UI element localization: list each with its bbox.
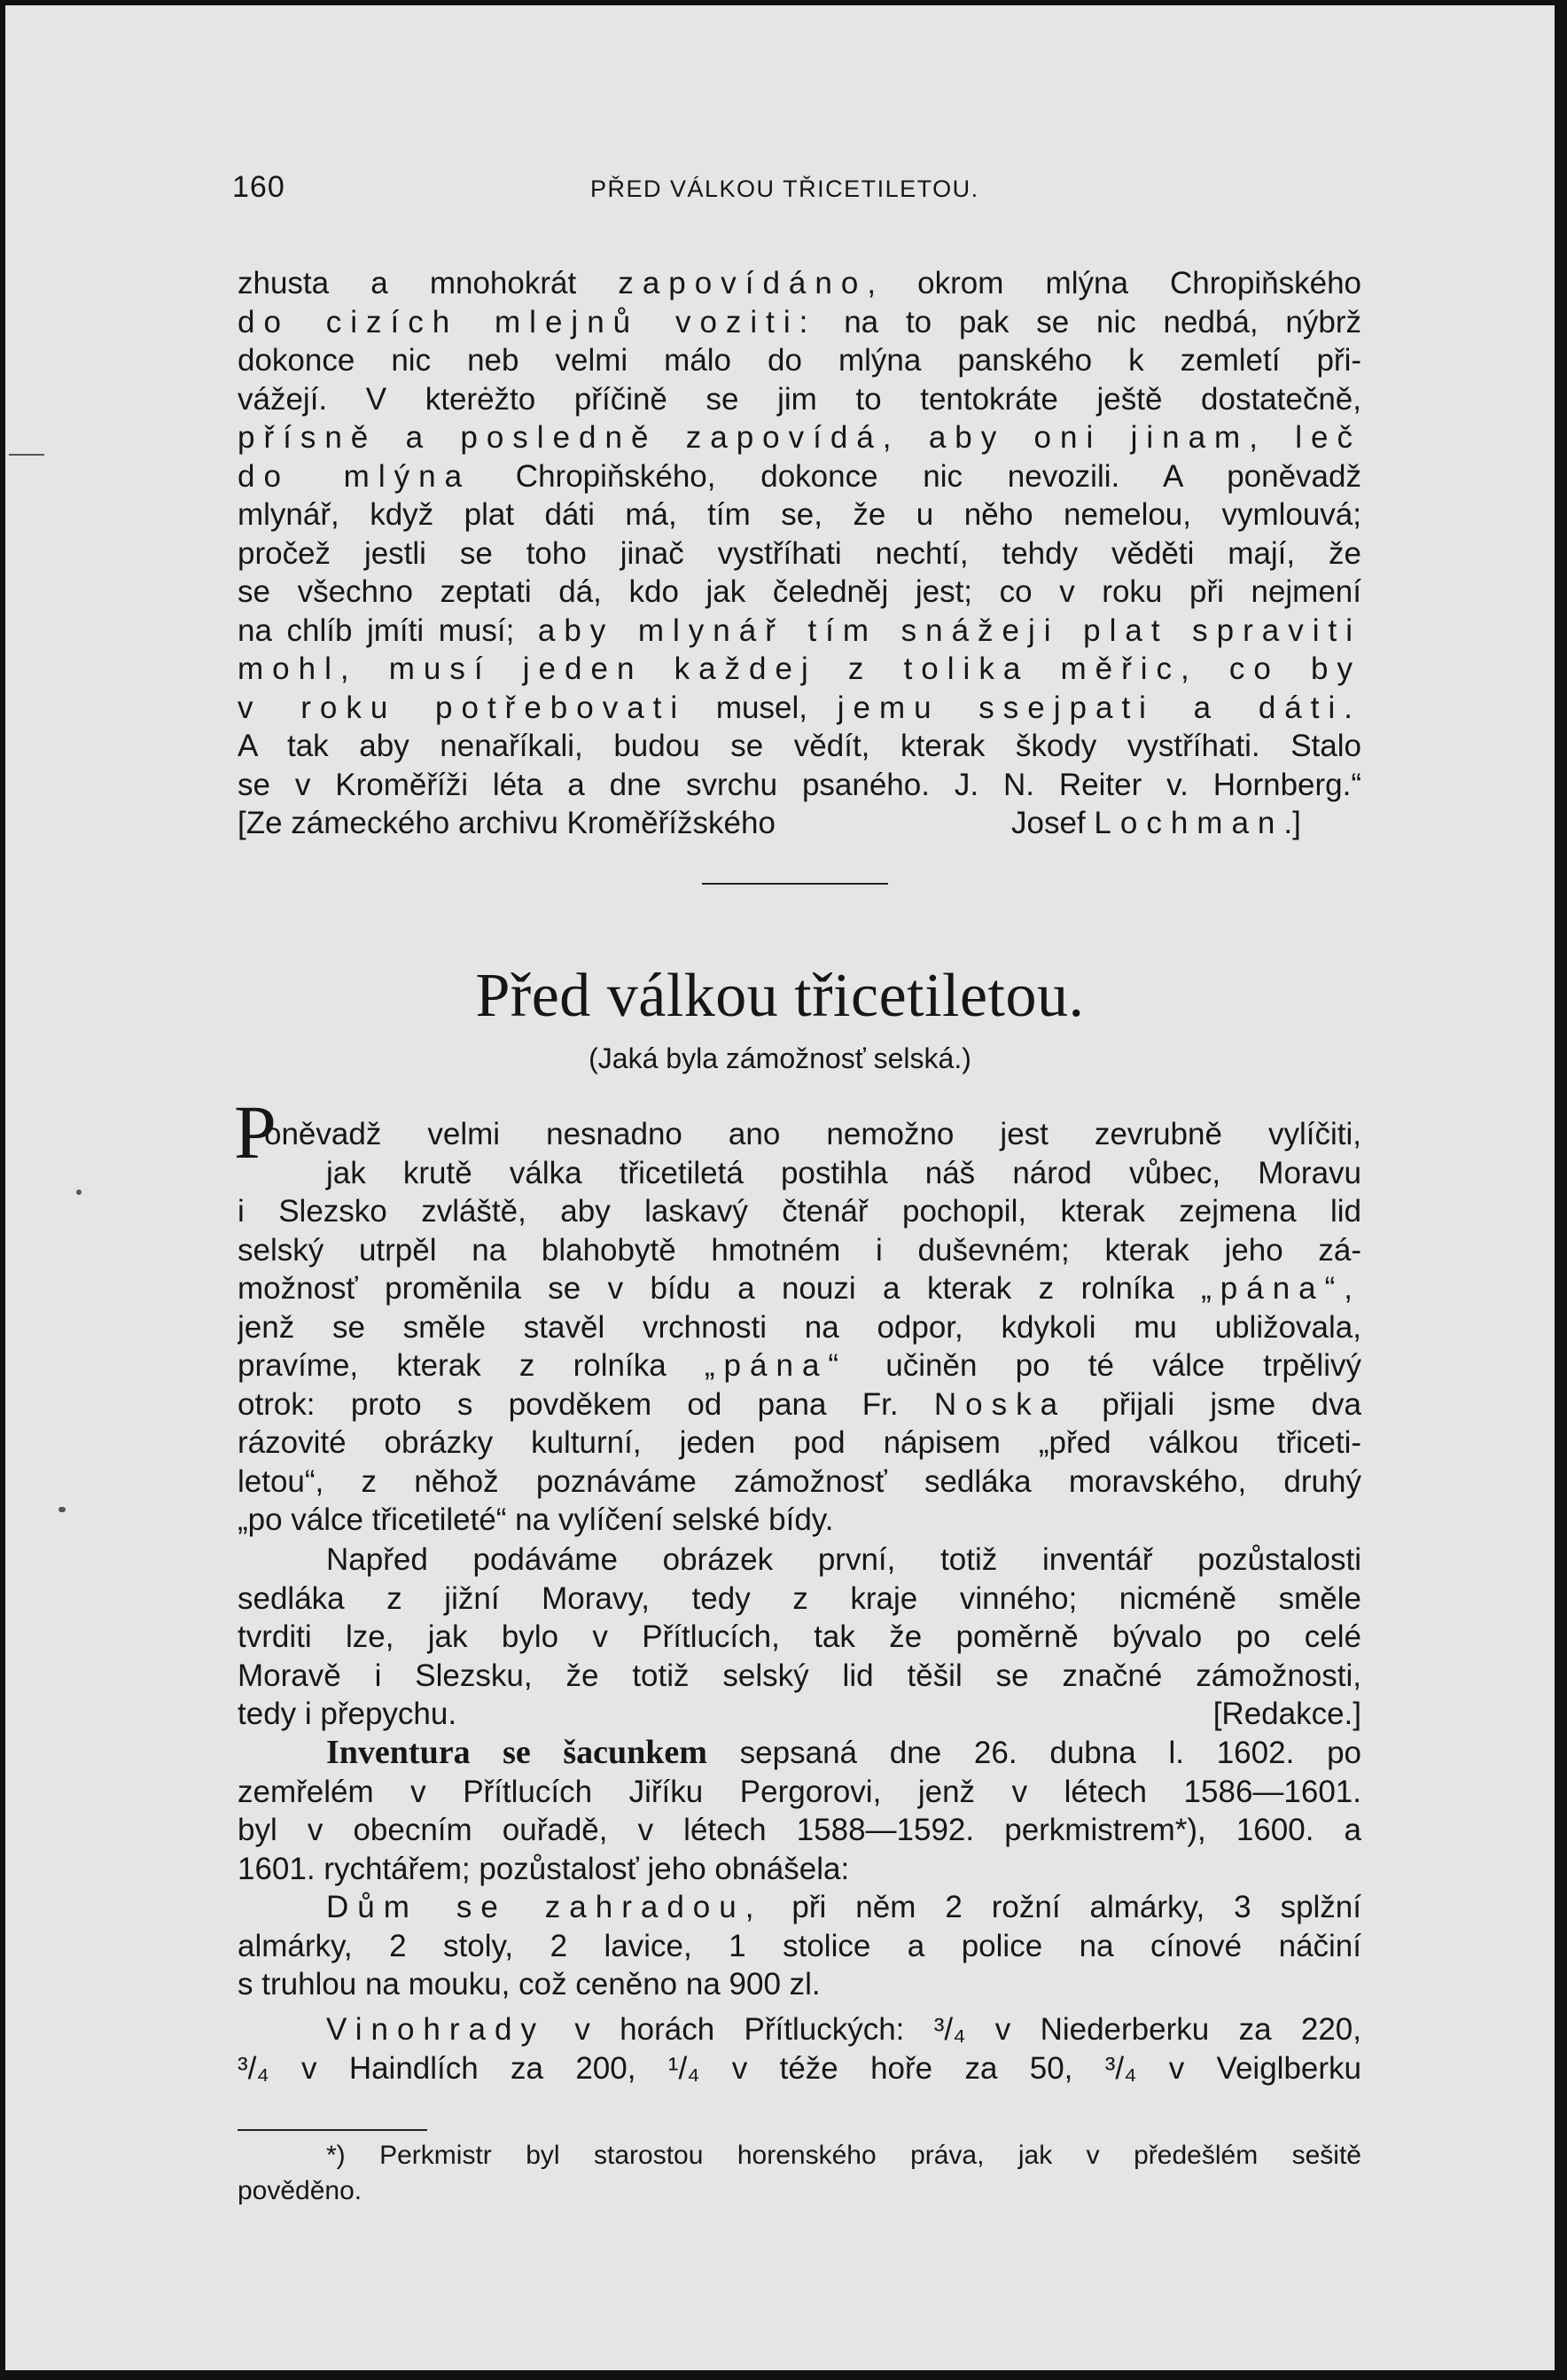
footnote xyxy=(238,2138,1361,2209)
source-and-signature xyxy=(238,804,1361,843)
text-line: se všechno zeptati dá, kdo jak čeledněj jest; co v roku při nejmení xyxy=(238,574,1361,609)
text-line: 1601. rychtářem; pozůstalosť jeho obnášela: xyxy=(238,1851,850,1886)
text-line: otrok: proto s povděkem od pana Fr. Noska přijali jsme dva xyxy=(238,1386,1361,1422)
text-line: almárky, 2 stoly, 2 lavice, 1 stolice a police na cínové náčiní xyxy=(238,1928,1361,1963)
text-line: rázovité obrázky kulturní, jeden pod nápisem „před válkou třiceti- xyxy=(238,1425,1361,1460)
article-intro xyxy=(238,1115,1361,1540)
text-line: byl v obecním ouřadě, v létech 1588—1592. perkmistrem*), 1600. a xyxy=(238,1813,1361,1847)
text-line: oněvadž velmi nesnadno ano nemožno jest zevrubně vylíčiti, xyxy=(264,1117,1361,1151)
footnote-divider xyxy=(238,2129,427,2131)
drop-cap: P xyxy=(234,1089,277,1174)
text-line: možnosť proměnila se v bídu a nouzi a kterak z rolníka „pána“, xyxy=(238,1271,1361,1306)
text-line: do cizích mlejnů voziti: na to pak se nic nedbá, nýbrž xyxy=(238,304,1361,339)
inventory-house xyxy=(238,1888,1361,2004)
text-line: vážejí. V kterėžto příčině se jim to tentokráte ještě dostatečně, xyxy=(238,381,1361,417)
footnote-line: pověděno. xyxy=(238,2176,363,2205)
text-line: mohl, musí jeden každej z tolika měřic, co by xyxy=(238,652,1361,686)
text-line: Dům se zahradou, při něm 2 rožní almárky, 3 splžní xyxy=(326,1890,1361,1924)
text-line: mlynář, když plat dáti má, tím se, že u něho nemelou, vymlouvá; xyxy=(238,497,1361,532)
inventory-vineyards xyxy=(238,2010,1361,2087)
text-line: letou“, z něhož poznáváme zámožnosť sedláka moravského, druhý xyxy=(238,1463,1361,1499)
text-line: Inventura se šacunkem sepsaná dne 26. dubna l. 1602. po xyxy=(326,1734,1361,1771)
text-line: A tak aby nenaříkali, budou se vědít, kterak škody vystříhati. Stalo xyxy=(238,729,1361,763)
text-line: Moravě i Slezsku, že totiž selský lid těšil se značné zámožnosti, xyxy=(238,1658,1361,1693)
text-line: pravíme, kterak z rolníka „pána“ učiněn po té válce trpělivý xyxy=(238,1348,1361,1383)
book-page xyxy=(5,5,1555,2370)
footnote-line: *) Perkmistr byl starostou horenského práva, jak v předešlém sešitě xyxy=(326,2141,1361,2170)
text-line: zhusta a mnohokrát zapovídáno, okrom mlýna Chropiňského xyxy=(238,266,1361,300)
margin-mark xyxy=(58,1507,66,1512)
section-divider xyxy=(702,883,888,885)
editor-signature: [Redakce.] xyxy=(1212,1697,1361,1731)
page-header xyxy=(232,170,1012,213)
text-line: v roku potřebovati musel, jemu ssejpati a dáti. xyxy=(238,690,1361,725)
text-line: přísně a posledně zapovídá, aby oni jinam, leč xyxy=(238,420,1361,455)
text-line: tvrditi lze, jak bylo v Přítlucích, tak že poměrně bývalo po celé xyxy=(238,1619,1361,1654)
editorial-note xyxy=(238,1541,1361,1734)
text-line: selský utrpěl na blahobytě hmotném i duševném; kterak jeho zá- xyxy=(238,1232,1361,1268)
margin-mark xyxy=(9,454,44,456)
text-line: dokonce nic neb velmi málo do mlýna panského k zemletí při- xyxy=(238,343,1361,378)
source-note: [Ze zámeckého archivu Kroměřížského xyxy=(238,806,776,840)
page-number: 160 xyxy=(232,170,285,204)
text-line: jenž se směle stavěl vrchnosti na odpor, kdykoli mu ubližovala, xyxy=(238,1309,1361,1345)
text-line: zemřelém v Přítlucích Jiříku Pergorovi, jenž v létech 1586—1601. xyxy=(238,1774,1361,1809)
text-line: na chlíb jmíti musí; aby mlynář tím snážeji plat spraviti xyxy=(238,613,1361,648)
article-title: Před válkou třicetiletou. xyxy=(475,962,1085,1030)
text-line: pročež jestli se toho jinač vystříhati nechtí, tehdy věděti mají, že xyxy=(238,535,1361,571)
text-line: i Slezsko zvláště, aby laskavý čtenář pochopil, kterak zejmena lid xyxy=(238,1194,1361,1229)
text-line: do mlýna Chropiňského, dokonce nic nevozili. A poněvadž xyxy=(238,458,1361,494)
inventory-heading: Inventura se šacunkem xyxy=(326,1734,707,1771)
text-line: ³/₄ v Haindlích za 200, ¹/₄ v téže hoře za 50, ³/₄ v Veiglberku xyxy=(238,2050,1361,2086)
running-head: PŘED VÁLKOU TŘICETILETOU. xyxy=(590,176,979,202)
text-line: „po válce třicetileté“ na vylíčení selské bídy. xyxy=(238,1502,834,1537)
text-line: Vinohrady v horách Přítluckých: ³/₄ v Niederberku za 220, xyxy=(326,2012,1361,2047)
text-line: s truhlou na mouku, což ceněno na 900 zl. xyxy=(238,1967,821,2002)
text-line: sedláka z jižní Moravy, tedy z kraje vinného; nicméně směle xyxy=(238,1580,1361,1616)
margin-mark xyxy=(76,1190,82,1195)
text-line: se v Kroměříži léta a dne svrchu psaného. J. N. Reiter v. Hornberg.“ xyxy=(238,767,1361,802)
text-line: tedy i přepychu. [Redakce.] xyxy=(238,1695,1361,1734)
previous-article-ending xyxy=(238,264,1361,843)
text-line: jak krutě válka třicetiletá postihla náš národ vůbec, Moravu xyxy=(326,1155,1361,1190)
text-line: Napřed podáváme obrázek první, totiž inventář pozůstalosti xyxy=(326,1542,1361,1577)
inventory-intro xyxy=(238,1734,1361,1888)
article-subtitle: (Jaká byla zámožnosť selská.) xyxy=(589,1042,971,1074)
author-signature: Josef Lochman.] xyxy=(1011,806,1301,840)
